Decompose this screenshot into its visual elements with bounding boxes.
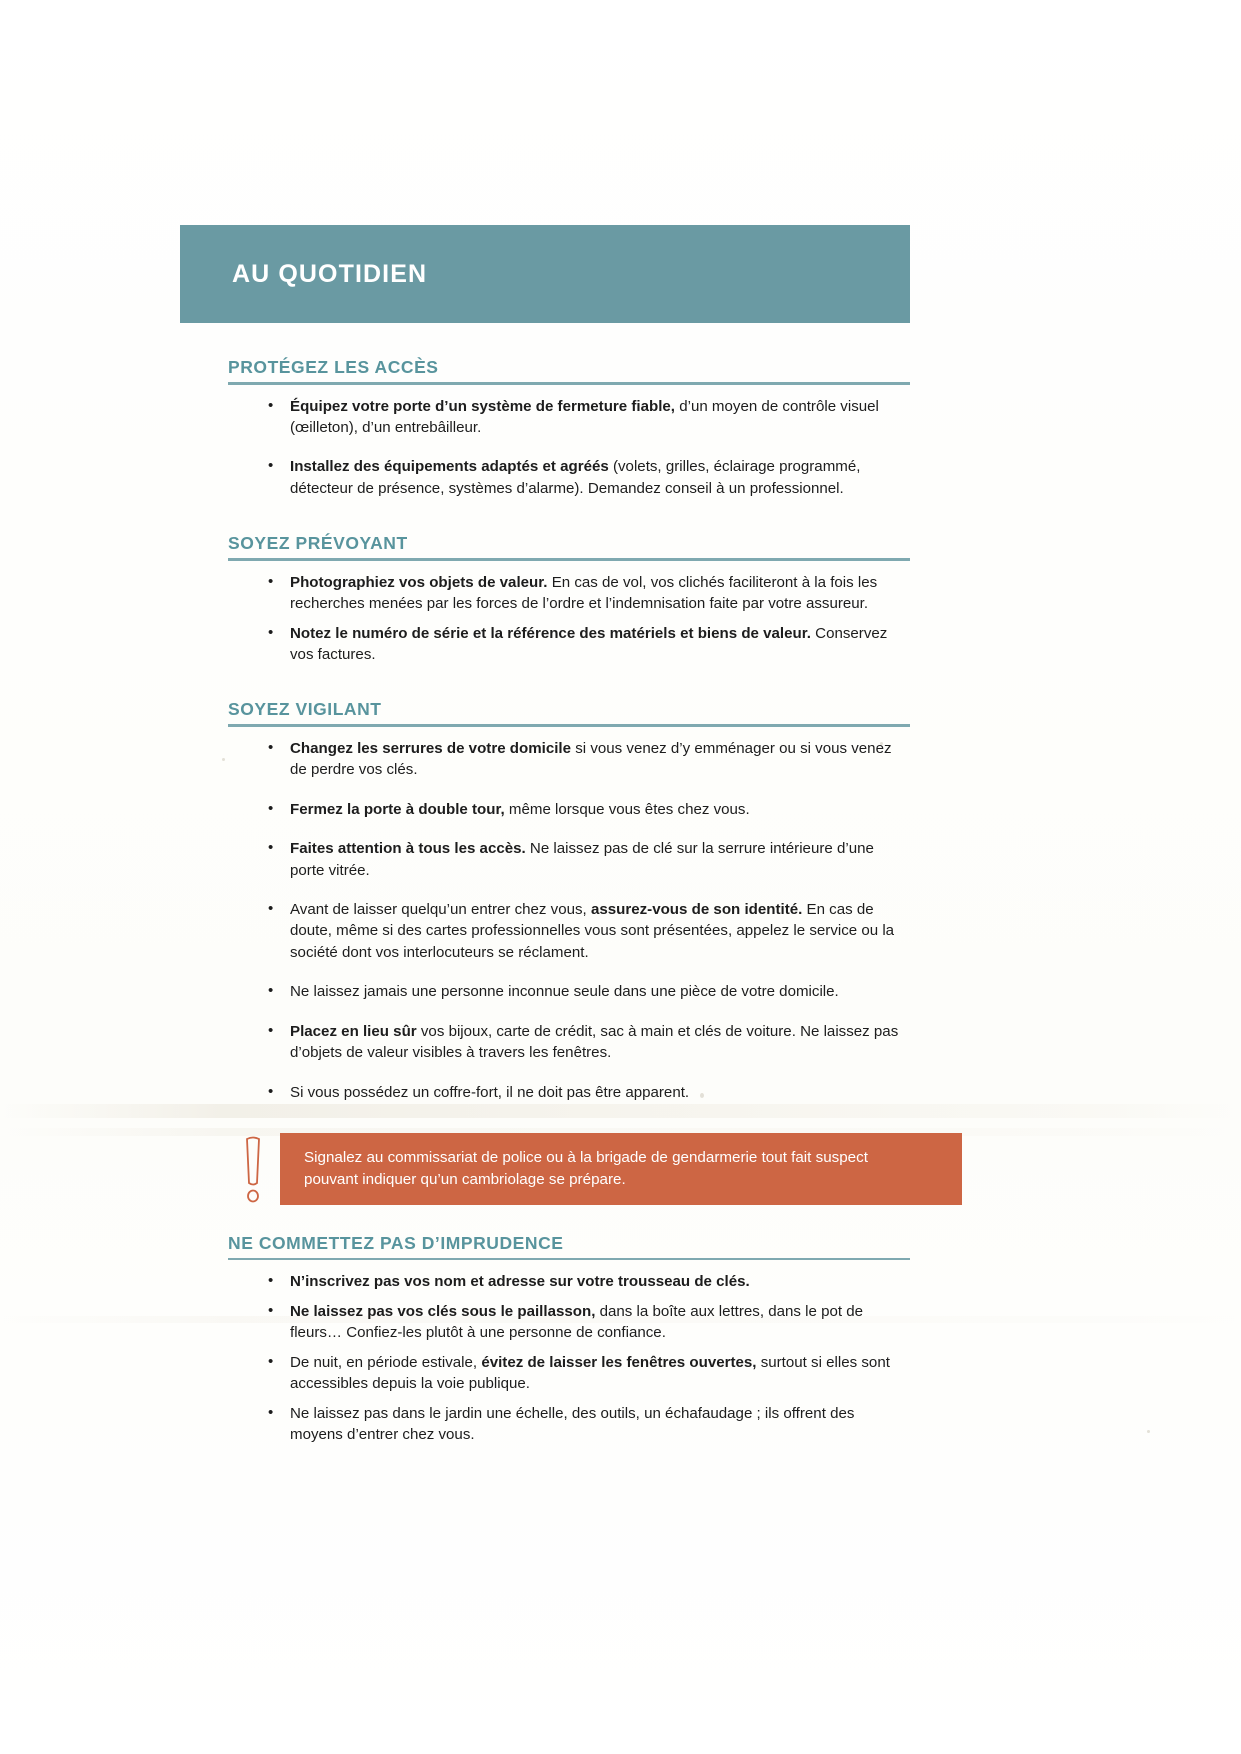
page-header-banner bbox=[180, 225, 910, 323]
section-heading: PROTÉGEZ LES ACCÈS bbox=[228, 357, 439, 377]
list-item-bold-lead: Installez des équipements adaptés et agréés bbox=[290, 458, 609, 476]
section-heading: SOYEZ VIGILANT bbox=[228, 699, 382, 720]
list-item-text: vos bijoux, carte de crédit, sac à main et clés de voiture. Ne laissez pas d’objets de valeur visibles à travers les fenêtres. bbox=[290, 1022, 899, 1062]
list-item bbox=[290, 1301, 910, 1344]
exclamation-mark-icon bbox=[238, 1135, 268, 1205]
list-item-bold-emphasis: assurez-vous de son identité. bbox=[590, 900, 803, 918]
section-ne-commettez-pas-dimprudence bbox=[228, 1233, 910, 1445]
list-item-text: Conservez vos factures. bbox=[290, 624, 888, 663]
list-item bbox=[290, 799, 910, 820]
section-heading: SOYEZ PRÉVOYANT bbox=[228, 533, 408, 554]
list-item-bold-lead: Changez les serrures de votre domicile bbox=[290, 739, 572, 757]
list-item bbox=[290, 1352, 910, 1395]
document-content bbox=[180, 0, 910, 1445]
section-divider bbox=[228, 724, 910, 727]
callout-line-2: pouvant indiquer qu’un cambriolage se prépare. bbox=[304, 1170, 626, 1188]
section-soyez-prevoyant bbox=[228, 533, 910, 665]
list-item bbox=[290, 1271, 910, 1292]
list-item bbox=[290, 981, 910, 1002]
callout-line-1: Signalez au commissariat de police ou à la brigade de gendarmerie tout fait suspect bbox=[304, 1148, 868, 1166]
list-item-bold-lead: Faites attention à tous les accès. bbox=[290, 840, 526, 858]
list-item-text-continued: surtout si elles sont accessibles depuis la voie publique. bbox=[290, 1353, 890, 1393]
page-title: AU QUOTIDIEN bbox=[232, 259, 428, 288]
list-item-bold-lead: Ne laissez pas vos clés sous le paillasson, bbox=[290, 1302, 596, 1320]
list-item-text: (volets, grilles, éclairage programmé, détecteur de présence, systèmes d’alarme). Demandez conseil à un professionnel. bbox=[290, 458, 861, 497]
list-item-text: Ne laissez pas dans le jardin une échelle, des outils, un échafaudage ; ils offrent des moyens d’entrer chez vous. bbox=[290, 1404, 855, 1443]
list-item-bold-lead: Notez le numéro de série et la référence des matériels et biens de valeur. bbox=[290, 624, 811, 642]
list-item bbox=[290, 838, 910, 881]
scan-speck bbox=[1147, 1430, 1150, 1433]
list-item bbox=[290, 623, 910, 666]
callout-warning bbox=[228, 1133, 910, 1205]
list-item bbox=[290, 456, 910, 499]
list-item-text-continued: En cas de doute, même si des cartes professionnelles vous sont présentées, appelez le service ou la société dont vos interlocuteurs se réclament. bbox=[290, 900, 895, 961]
list-item-text: Ne laissez pas de clé sur la serrure intérieure d’une porte vitrée. bbox=[290, 840, 874, 879]
list-item bbox=[290, 396, 910, 439]
list-item-bold-lead: Placez en lieu sûr bbox=[290, 1022, 417, 1040]
bullet-list bbox=[228, 572, 910, 666]
list-item-text: si vous venez d’y emménager ou si vous venez de perdre vos clés. bbox=[290, 739, 892, 779]
list-item-text: Si vous possédez un coffre-fort, il ne doit pas être apparent. bbox=[290, 1083, 690, 1101]
list-item-bold-lead: Fermez la porte à double tour, bbox=[290, 800, 505, 818]
list-item bbox=[290, 738, 910, 781]
section-heading: NE COMMETTEZ PAS D’IMPRUDENCE bbox=[228, 1232, 564, 1253]
bullet-list bbox=[228, 396, 910, 500]
list-item-bold-lead: Équipez votre porte d’un système de fermeture fiable, bbox=[290, 397, 675, 415]
list-item bbox=[290, 899, 910, 963]
list-item bbox=[290, 572, 910, 615]
list-item-text: En cas de vol, vos clichés faciliteront à la fois les recherches menées par les forces de l’ordre et l’indemnisation faite par votre assureur. bbox=[290, 573, 878, 613]
list-item bbox=[290, 1403, 910, 1446]
bullet-list bbox=[228, 738, 910, 1103]
list-item-bold-lead: N’inscrivez pas vos nom et adresse sur votre trousseau de clés. bbox=[290, 1273, 750, 1291]
list-item-bold-emphasis: évitez de laisser les fenêtres ouvertes, bbox=[481, 1353, 757, 1371]
list-item-text: Ne laissez jamais une personne inconnue seule dans une pièce de votre domicile. bbox=[290, 983, 839, 1001]
section-divider bbox=[228, 1258, 910, 1261]
section-protegez-les-acces bbox=[228, 357, 910, 499]
callout-box bbox=[280, 1133, 962, 1205]
list-item bbox=[290, 1021, 910, 1064]
list-item bbox=[290, 1082, 910, 1103]
section-soyez-vigilant bbox=[228, 699, 910, 1103]
section-divider bbox=[228, 382, 910, 385]
list-item-text: De nuit, en période estivale, bbox=[290, 1353, 482, 1371]
list-item-bold-lead: Photographiez vos objets de valeur. bbox=[290, 573, 548, 591]
list-item-text: même lorsque vous êtes chez vous. bbox=[504, 800, 750, 818]
list-item-text: d’un moyen de contrôle visuel (œilleton), d’un entrebâilleur. bbox=[290, 397, 879, 436]
list-item-text: Avant de laisser quelqu’un entrer chez vous, bbox=[290, 900, 591, 918]
list-item-text: dans la boîte aux lettres, dans le pot de fleurs… Confiez-les plutôt à une personne de confiance. bbox=[290, 1302, 864, 1342]
section-divider bbox=[228, 558, 910, 561]
bullet-list bbox=[228, 1271, 910, 1445]
